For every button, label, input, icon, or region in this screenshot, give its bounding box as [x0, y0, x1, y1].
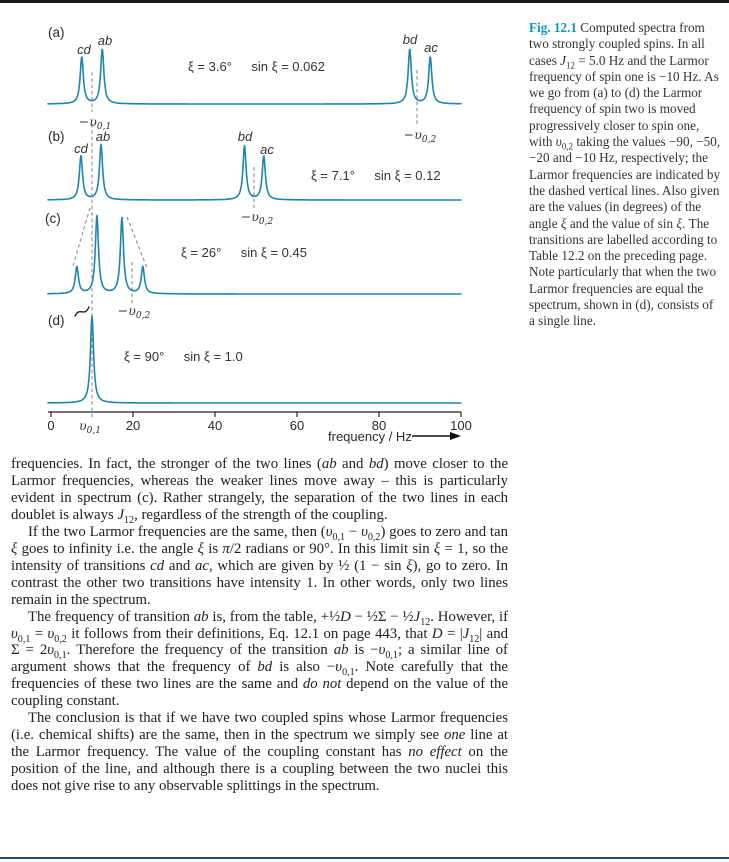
transition-label-ac: ac — [260, 142, 274, 157]
paragraph-1: frequencies. In fact, the stronger of the two lines (ab and bd) move closer to the Larmor frequencies, whereas the weaker lines move away – this is particularly evident in spectrum (c). Rather strangely, the separation of the two lines in each doublet is always $J_{12}$, regardless of the strength of the coupling. — [11, 456, 509, 526]
peak-break-squiggle — [75, 307, 89, 316]
transition-label-ab: ab — [95, 129, 111, 144]
transition-label-ab: ab — [97, 33, 113, 48]
x-axis-tick-label: 40 — [207, 418, 223, 433]
panel-label: (b) — [48, 129, 65, 144]
bottom-rule — [0, 857, 729, 859]
x-axis-tick-label: 100 — [450, 418, 472, 433]
x-axis-tick-label: 60 — [289, 418, 305, 433]
paragraph-2: If the two Larmor frequencies are the same, then $(\upsilon_{0,1} - \upsilon_{0,2})$ goes to zero and tan ξ goes to infinity i.e. the angle ξ is π/2 radians or 90°. In this limit sin ξ = 1, so the intensity of transitions cd and ac, which are given by ½ (1 − sin ξ), go to zero. In contrast the other two transitions have intensity 1. In other words, only two lines remain in the spectrum. — [11, 523, 509, 608]
transition-label-cd: cd — [74, 141, 88, 156]
xi-annotation: ξ = 7.1° sin ξ = 0.12 — [311, 168, 441, 183]
x-axis-tick-label: 0 — [47, 418, 55, 433]
peak-shift-guide-line — [73, 208, 90, 266]
paragraph-3: The frequency of transition ab is, from the table, +½D − ½Σ − $\frac{1}{2}J_{12}$. However, if $\upsilon_{0,1} = \upsilon_{0,2}$ it follows from their definitions, Eq. 12.1 on page 443, that $D = |J_{12}|$ and $\Sigma = 2\upsilon_{0,1}$. Therefore the frequency of the transition ab is $-\upsilon_{0,1}$; a similar line of argument shows that the frequency of bd is also $-\upsilon_{0,1}$. Note carefully that the frequencies of these two lines are the same and do not depend on the value of the coupling constant. — [11, 608, 509, 710]
larmor-frequency-label: $-\upsilon_{0,1}$ — [78, 114, 112, 132]
figure-caption-text: Computed spectra from two strongly coupled spins. In all cases $J_{12} = 5.0$ Hz and the Larmor frequency of spin one is −10 Hz. As we go from (a) to (d) the Larmor frequency of spin two is moved progressively closer to spin one, with $\upsilon_{0,2}$ taking the values −90, −50, −20 and −10 Hz, respectively; the Larmor frequencies are indicated by the dashed vertical lines. Also given are the values (in degrees) of the angle ξ and the value of sin ξ. The transitions are labelled according to Table 12.2 on the preceding page. Note particularly that when the two Larmor frequencies are equal the spectrum, shown in (d), consists of a single line. — [529, 20, 721, 329]
x-axis-tick-label: 20 — [125, 418, 141, 433]
axis-arrow-head — [450, 432, 461, 440]
larmor-frequency-label: $-\upsilon_{0,2}$ — [240, 209, 274, 227]
transition-label-bd: bd — [237, 129, 253, 144]
panel-label: (a) — [48, 25, 65, 40]
figure-caption — [529, 20, 721, 330]
xi-annotation: ξ = 26° sin ξ = 0.45 — [181, 245, 307, 260]
figure-12-1-spectra — [0, 0, 520, 452]
axis-nu01-label: $\upsilon_{0,1}$ — [79, 418, 101, 436]
peak-shift-guide-line — [127, 217, 147, 268]
figure-caption-label: Fig. 12.1 — [529, 20, 577, 35]
panel-label: (d) — [48, 313, 65, 328]
panel-label: (c) — [45, 211, 61, 226]
x-axis-tick-label: 80 — [371, 418, 387, 433]
transition-label-cd: cd — [77, 42, 91, 57]
spectrum-curve-a — [48, 50, 461, 105]
body-text — [11, 456, 508, 795]
x-axis-title: frequency / Hz — [328, 429, 412, 444]
larmor-frequency-label: $-\upsilon_{0,2}$ — [117, 303, 151, 321]
transition-label-ac: ac — [424, 40, 438, 55]
paragraph-4: The conclusion is that if we have two coupled spins whose Larmor frequencies (i.e. chemical shifts) are the same, then in the spectrum we simply see one line at the Larmor frequency. The value of the coupling constant has no effect on the position of the line, and although there is a coupling between the two nuclei this does not give rise to any observable splittings in the spectrum. — [11, 710, 508, 795]
larmor-frequency-label: $-\upsilon_{0,2}$ — [403, 127, 437, 145]
spectrum-curve-d — [48, 316, 461, 403]
xi-annotation: ξ = 3.6° sin ξ = 0.062 — [188, 59, 325, 74]
transition-label-bd: bd — [402, 32, 418, 47]
xi-annotation: ξ = 90° sin ξ = 1.0 — [124, 349, 243, 364]
